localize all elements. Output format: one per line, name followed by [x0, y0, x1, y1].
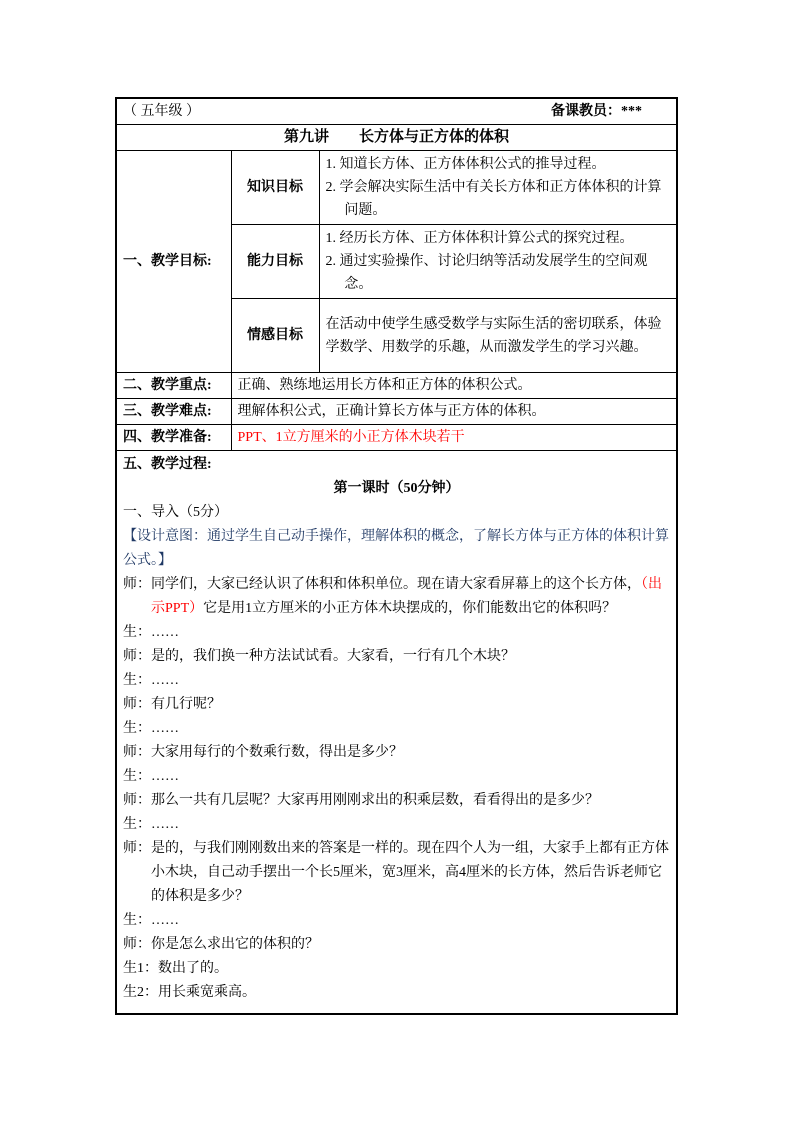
dialogue-line: 师：你是怎么求出它的体积的？ — [123, 937, 319, 952]
key-point-label: 二、教学重点: — [116, 373, 231, 399]
header-cell — [116, 98, 677, 125]
dialogue-line: 师：是的，我们换一种方法试试看。大家看，一行有几个木块？ — [123, 649, 515, 664]
section-row-difficulty — [116, 399, 677, 425]
objective-paragraph: 在活动中使学生感受数学与实际生活的密切联系，体验学数学、用数学的乐趣，从而激发学生的学习兴趣。 — [325, 316, 662, 355]
objective-content-knowledge — [319, 151, 677, 225]
lesson-plan-table — [115, 97, 678, 1015]
objective-category-ability: 能力目标 — [231, 225, 319, 299]
dialogue-line: 师：那么一共有几层呢？大家再用刚刚求出的积乘层数，看看得出的是多少？ — [123, 793, 599, 808]
objective-category-emotion: 情感目标 — [231, 299, 319, 373]
dialogue-line: 生：…… — [123, 721, 179, 736]
objective-item: 1. 经历长方体、正方体体积计算公式的探究过程。 — [325, 231, 634, 246]
objective-item: 2. 通过实验操作、讨论归纳等活动发展学生的空间观念。 — [325, 254, 648, 292]
section-row-key-point — [116, 373, 677, 399]
objective-content-emotion — [319, 299, 677, 373]
objective-category-knowledge: 知识目标 — [231, 151, 319, 225]
session-title: 第一课时（50分钟） — [333, 481, 460, 496]
lesson-title: 第九讲 长方体与正方体的体积 — [116, 125, 677, 151]
dialogue-line: 生1：数出了的。 — [123, 961, 228, 976]
dialogue-red-text: （出示PPT） — [151, 577, 662, 616]
objective-row-knowledge — [116, 151, 677, 225]
title-row — [116, 125, 677, 151]
dialogue-line: 生2：用长乘宽乘高。 — [123, 985, 256, 1000]
teacher-label: 备课教员：*** — [551, 104, 642, 119]
dialogue-text: 师：同学们，大家已经认识了体积和体积单位。现在请大家看屏幕上的这个长方体， — [123, 577, 641, 592]
dialogue-line: 生：…… — [123, 769, 179, 784]
process-cell — [116, 451, 677, 1015]
dialogue-line: 师：是的，与我们刚刚数出来的答案是一样的。现在四个人为一组，大家手上都有正方体小木块，自己动手摆出一个长5厘米，宽3厘米，高4厘米的长方体，然后告诉老师它的体积是多少？ — [123, 841, 669, 904]
section-row-preparation — [116, 425, 677, 451]
dialogue-text: 它是用1立方厘米的小正方体木块摆成的，你们能数出它的体积吗？ — [203, 601, 617, 616]
objectives-label: 一、教学目标: — [116, 151, 231, 373]
grade-label: （ 五年级 ） — [123, 104, 200, 119]
objective-content-ability — [319, 225, 677, 299]
lesson-plan-document — [115, 97, 678, 1015]
design-note: 【设计意图：通过学生自己动手操作，理解体积的概念，了解长方体与正方体的体积计算公式。】 — [123, 529, 669, 568]
difficulty-label: 三、教学难点: — [116, 399, 231, 425]
dialogue-line: 生：…… — [123, 673, 179, 688]
dialogue-line: 生：…… — [123, 817, 179, 832]
process-label: 五、教学过程: — [123, 457, 212, 472]
key-point-content: 正确、熟练地运用长方体和正方体的体积公式。 — [231, 373, 677, 399]
dialogue-line — [123, 573, 670, 621]
objective-item: 1. 知道长方体、正方体体积公式的推导过程。 — [325, 157, 606, 172]
dialogue-line: 生：…… — [123, 913, 179, 928]
process-row — [116, 451, 677, 1015]
preparation-content: PPT、1立方厘米的小正方体木块若干 — [231, 425, 677, 451]
section-heading-intro: 一、导入（5分） — [123, 505, 228, 520]
dialogue-line: 师：有几行呢？ — [123, 697, 221, 712]
preparation-label: 四、教学准备: — [116, 425, 231, 451]
header-flex — [123, 100, 670, 123]
objective-item: 2. 学会解决实际生活中有关长方体和正方体体积的计算问题。 — [325, 180, 662, 218]
header-row — [116, 98, 677, 125]
dialogue-line: 师：大家用每行的个数乘行数，得出是多少？ — [123, 745, 403, 760]
difficulty-content: 理解体积公式，正确计算长方体与正方体的体积。 — [231, 399, 677, 425]
dialogue-line: 生：…… — [123, 625, 179, 640]
